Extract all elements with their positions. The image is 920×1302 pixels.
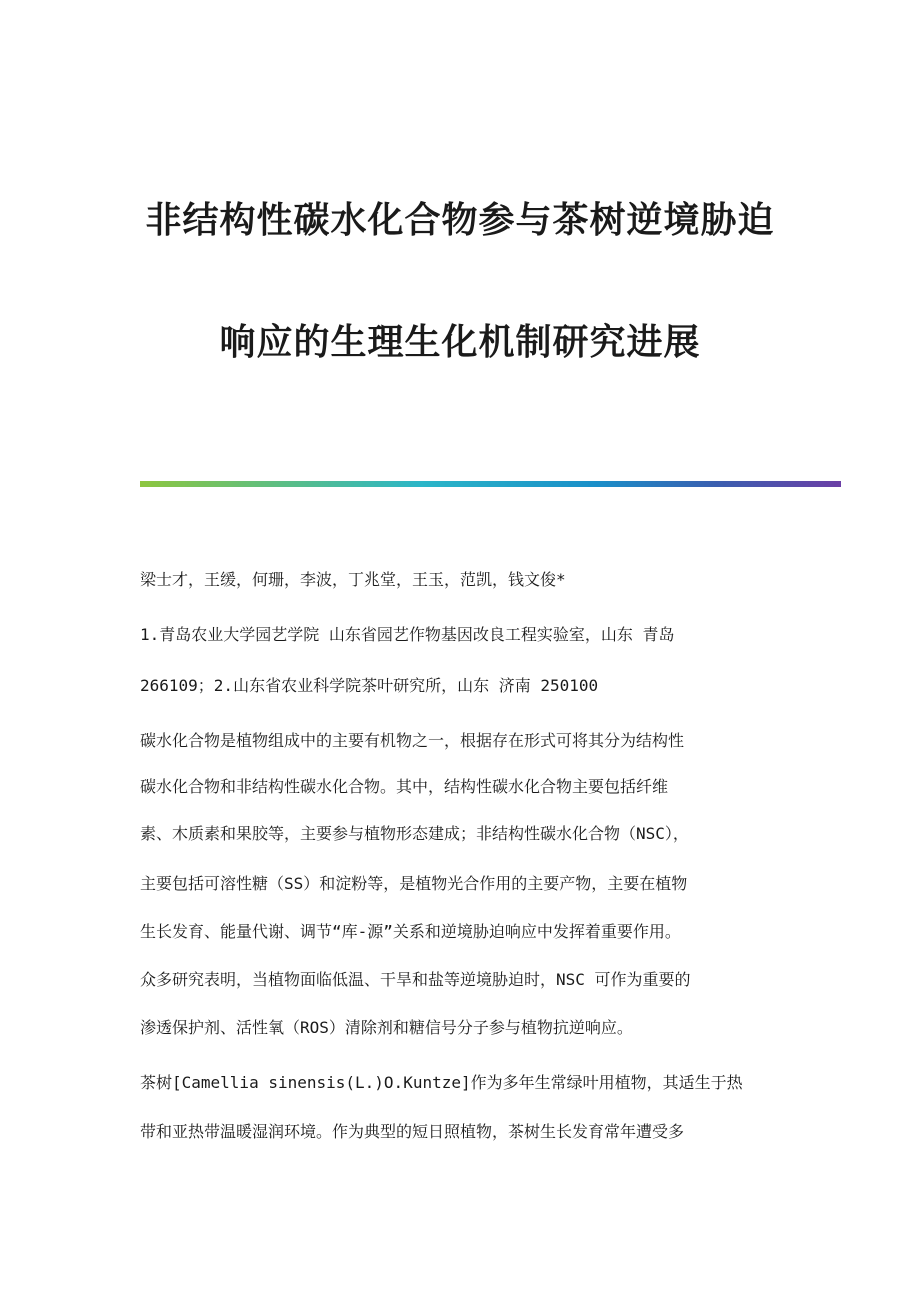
paragraph-line: 主要包括可溶性糖（SS）和淀粉等，是植物光合作用的主要产物，主要在植物 xyxy=(140,874,688,893)
gradient-divider xyxy=(140,481,841,487)
paragraph-line: 众多研究表明，当植物面临低温、干旱和盐等逆境胁迫时，NSC 可作为重要的 xyxy=(140,970,691,989)
paper-title-line-1: 非结构性碳水化合物参与茶树逆境胁迫 xyxy=(145,199,775,241)
paper-title-line-2: 响应的生理生化机制研究进展 xyxy=(219,321,701,363)
paragraph-line: 素、木质素和果胶等，主要参与植物形态建成；非结构性碳水化合物（NSC）， xyxy=(140,824,689,843)
author-list: 梁士才，王缓，何珊，李波，丁兆堂，王玉，范凯，钱文俊* xyxy=(140,570,566,589)
affiliation-line-2: 266109；2.山东省农业科学院茶叶研究所，山东 济南 250100 xyxy=(140,676,599,695)
paragraph-line: 碳水化合物和非结构性碳水化合物。其中，结构性碳水化合物主要包括纤维 xyxy=(140,777,669,796)
paragraph-line: 茶树[Camellia sinensis(L.)O.Kuntze]作为多年生常绿叶用植物，其适生于热 xyxy=(140,1073,743,1092)
paragraph-line: 碳水化合物是植物组成中的主要有机物之一，根据存在形式可将其分为结构性 xyxy=(140,731,685,750)
paragraph-line: 带和亚热带温暖湿润环境。作为典型的短日照植物，茶树生长发育常年遭受多 xyxy=(140,1122,685,1141)
paragraph-line: 生长发育、能量代谢、调节“库-源”关系和逆境胁迫响应中发挥着重要作用。 xyxy=(140,922,681,941)
affiliation-line-1: 1.青岛农业大学园艺学院 山东省园艺作物基因改良工程实验室，山东 青岛 xyxy=(140,625,675,644)
paragraph-line: 渗透保护剂、活性氧（ROS）清除剂和糖信号分子参与植物抗逆响应。 xyxy=(140,1018,633,1037)
